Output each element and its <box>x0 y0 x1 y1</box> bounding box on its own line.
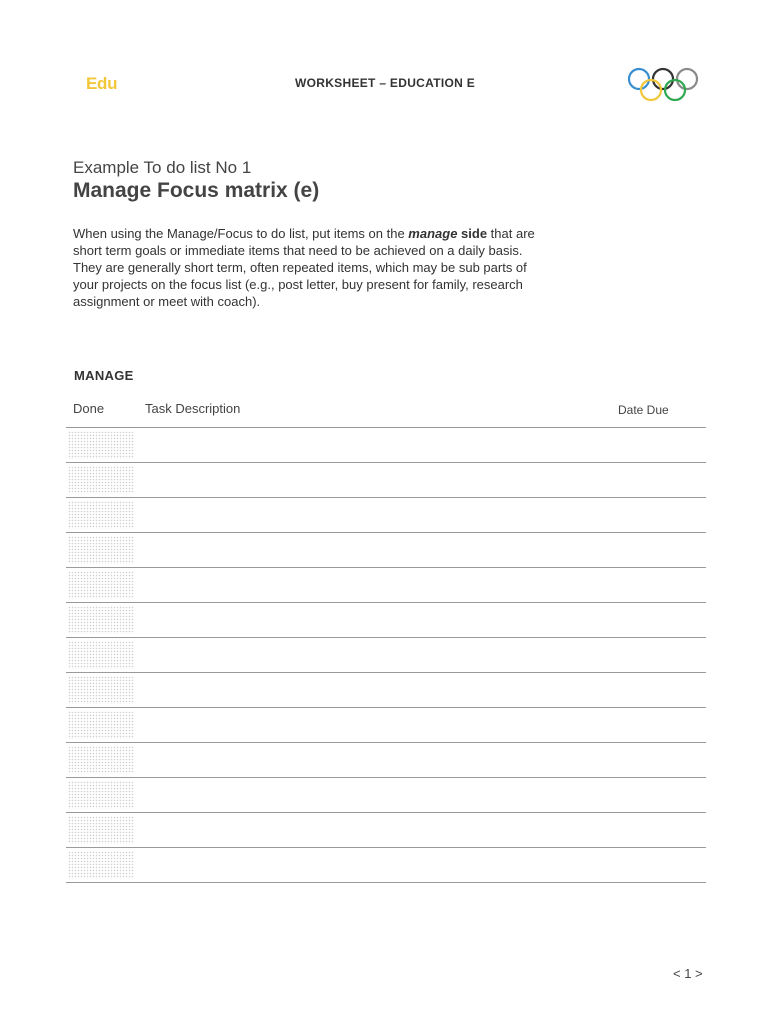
table-row <box>66 812 706 847</box>
done-checkbox[interactable] <box>68 641 134 669</box>
table-row <box>66 847 706 883</box>
table-row <box>66 672 706 707</box>
intro-paragraph <box>73 225 553 310</box>
section-label-manage: MANAGE <box>74 368 134 383</box>
table-row <box>66 497 706 532</box>
task-table <box>66 427 706 883</box>
table-row <box>66 532 706 567</box>
ring-yellow <box>641 80 661 100</box>
done-checkbox[interactable] <box>68 536 134 564</box>
done-checkbox[interactable] <box>68 431 134 459</box>
table-row <box>66 567 706 602</box>
intro-text-emphasis: manage side <box>408 226 488 241</box>
ring-green <box>665 80 685 100</box>
column-header-date-due: Date Due <box>618 403 669 417</box>
done-checkbox[interactable] <box>68 466 134 494</box>
table-row <box>66 427 706 462</box>
table-row <box>66 742 706 777</box>
done-checkbox[interactable] <box>68 781 134 809</box>
intro-text-before: When using the Manage/Focus to do list, put items on the <box>73 226 409 241</box>
done-checkbox[interactable] <box>68 711 134 739</box>
table-row <box>66 707 706 742</box>
intro-text-after: that are short term goals or immediate items that need to be achieved on a daily basis. They are generally short term, often repeated items, which may be sub parts of your projects on the focus list (e.g., post letter, buy present for family, research assignment or meet with coach). <box>73 226 535 309</box>
page-subtitle: Example To do list No 1 <box>73 158 252 177</box>
table-row <box>66 777 706 812</box>
table-row <box>66 462 706 497</box>
page-number: < 1 > <box>673 966 703 981</box>
table-row <box>66 602 706 637</box>
column-header-done: Done <box>73 401 105 416</box>
ring-blue <box>629 69 649 89</box>
brand-logo-text: Edu <box>86 74 118 93</box>
done-checkbox[interactable] <box>68 816 134 844</box>
done-checkbox[interactable] <box>68 746 134 774</box>
ring-grey <box>677 69 697 89</box>
column-header-task-description: Task Description <box>145 401 241 416</box>
worksheet-header-title: WORKSHEET – EDUCATION E <box>294 76 476 90</box>
done-checkbox[interactable] <box>68 851 134 879</box>
done-checkbox[interactable] <box>68 606 134 634</box>
page-title: Manage Focus matrix (e) <box>73 179 320 202</box>
olympic-rings-icon <box>626 66 702 104</box>
done-checkbox[interactable] <box>68 571 134 599</box>
table-row <box>66 637 706 672</box>
ring-black <box>653 69 673 89</box>
done-checkbox[interactable] <box>68 501 134 529</box>
done-checkbox[interactable] <box>68 676 134 704</box>
